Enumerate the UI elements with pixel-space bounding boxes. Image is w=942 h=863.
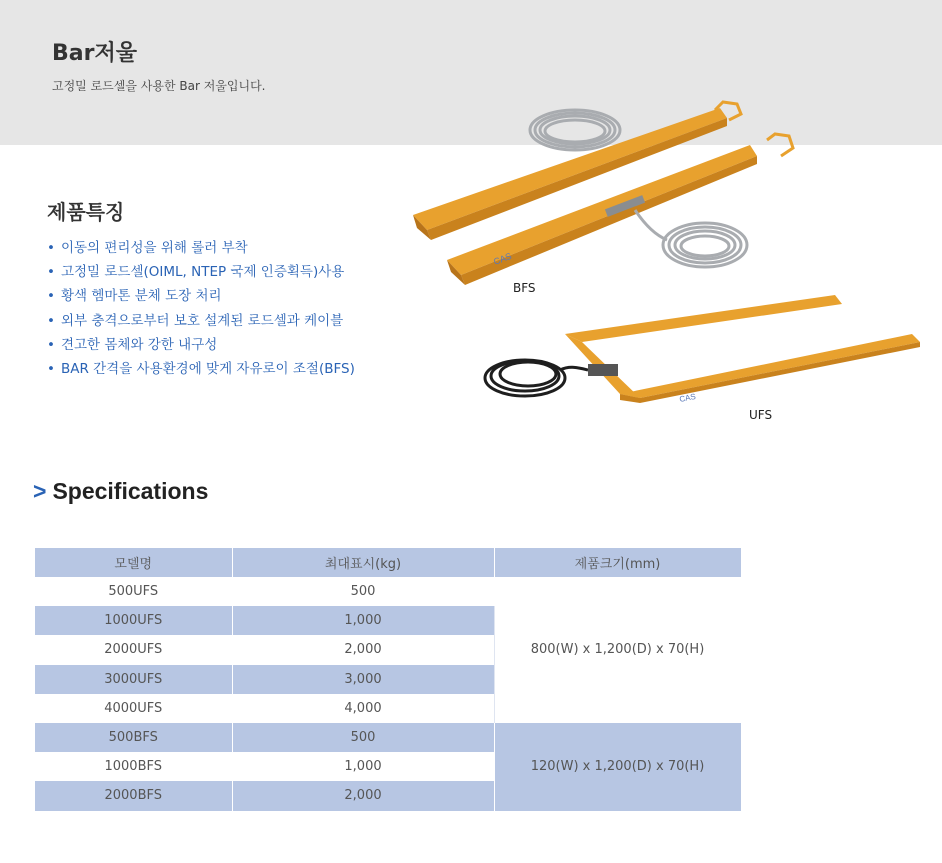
chevron-right-icon: > [33,478,47,504]
bfs-label: BFS [513,281,536,295]
table-row [35,577,741,606]
specifications-title: > Specifications [33,478,209,504]
specifications-table [35,548,742,811]
cell-model: 2000UFS [35,635,232,664]
cell-max: 3,000 [232,665,494,694]
bullet-icon: • [47,312,55,329]
cell-size-ufs: 800(W) x 1,200(D) x 70(H) [494,577,741,723]
bullet-icon: • [47,264,55,281]
features-title: 제품특징 [47,200,125,224]
table-header-row [35,548,741,577]
feature-item: • 견고한 몸체와 강한 내구성 [47,336,218,353]
cell-max: 2,000 [232,635,494,664]
cable-coil-icon [530,110,620,150]
bullet-icon: • [47,361,55,378]
cell-model: 500BFS [35,723,232,752]
feature-item: • 외부 충격으로부터 보호 설계된 로드셀과 케이블 [47,312,344,329]
cell-max: 1,000 [232,606,494,635]
page-subtitle: 고정밀 로드셀을 사용한 Bar 저울입니다. [52,79,266,93]
feature-item: • 이동의 편리성을 위해 롤러 부착 [47,240,248,256]
cell-max: 1,000 [232,752,494,781]
features-list [47,236,355,381]
cell-model: 3000UFS [35,665,232,694]
cell-model: 1000UFS [35,606,232,635]
bfs-scale-image [405,100,805,285]
brand-label: CAS [492,250,514,267]
ufs-label: UFS [749,408,773,422]
header-max: 최대표시(kg) [232,548,494,577]
bullet-icon: • [47,240,55,256]
table-row [35,723,741,752]
cell-max: 500 [232,577,494,606]
cell-model: 1000BFS [35,752,232,781]
ufs-scale-image [480,290,940,410]
header-size: 제품크기(mm) [494,548,741,577]
svg-text:CAS: CAS [678,391,697,404]
cell-model: 500UFS [35,577,232,606]
feature-item: • BAR 간격을 사용환경에 맞게 자유로이 조절(BFS) [47,361,355,378]
cell-model: 2000BFS [35,781,232,810]
cell-max: 500 [232,723,494,752]
bullet-icon: • [47,336,55,353]
feature-item: • 고정밀 로드셀(OIML, NTEP 국제 인증획득)사용 [47,264,345,281]
cell-size-bfs: 120(W) x 1,200(D) x 70(H) [494,723,741,811]
bullet-icon: • [47,288,55,305]
header-model: 모델명 [35,548,232,577]
cell-max: 2,000 [232,781,494,810]
cell-model: 4000UFS [35,694,232,723]
page-title: Bar저울 [52,41,137,66]
cell-max: 4,000 [232,694,494,723]
feature-item: • 황색 헴마톤 분체 도장 처리 [47,288,222,305]
